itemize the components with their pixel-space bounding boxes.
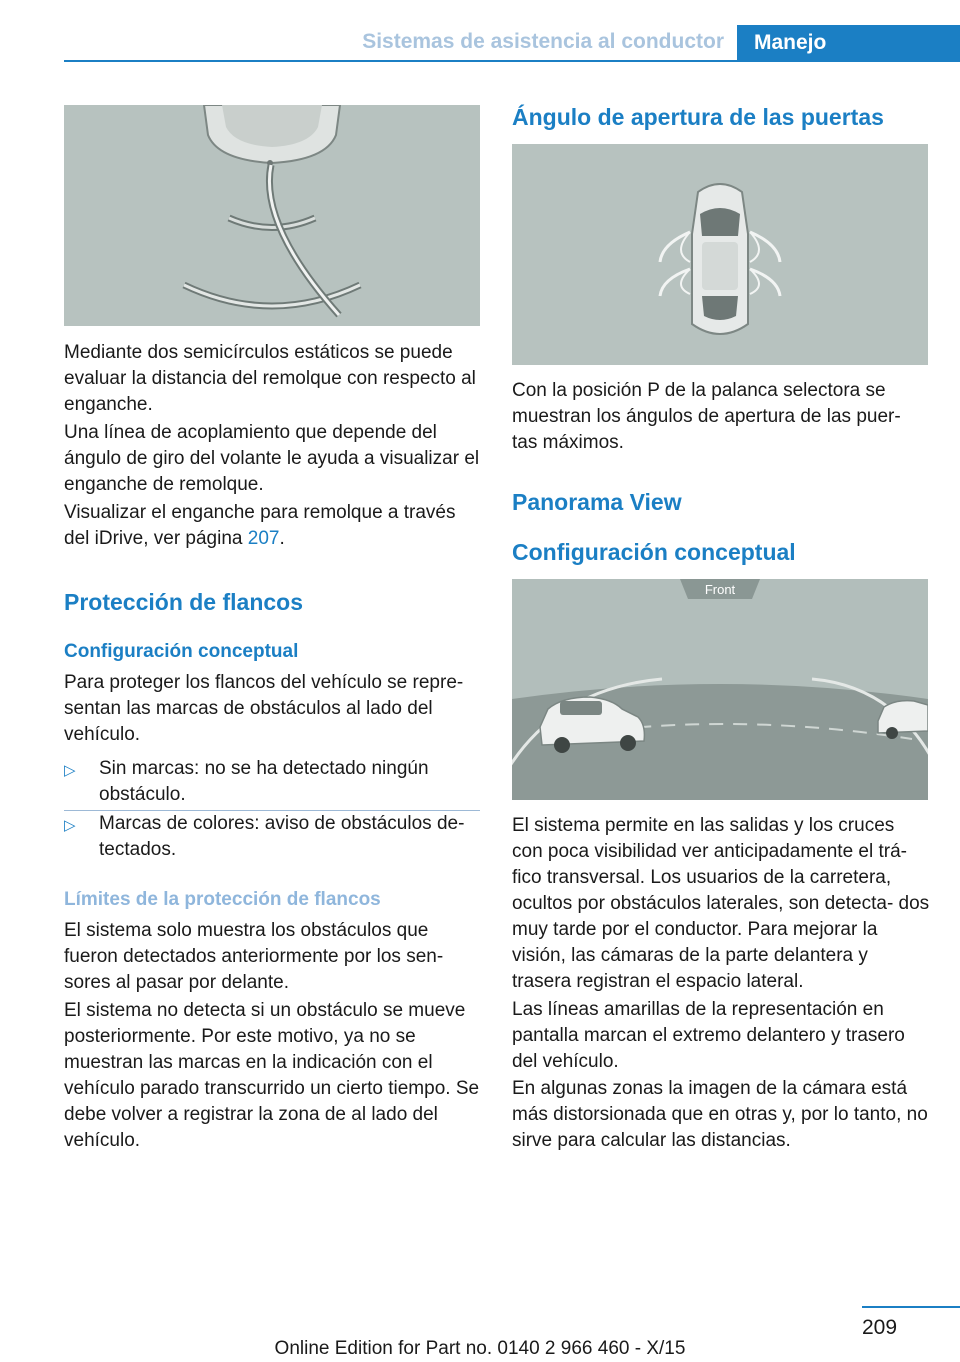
idrive-reference-text: Visualizar el enganche para remolque a través del iDrive, ver página (64, 502, 456, 549)
paragraph-coupling-line: Una línea de acoplamiento que depende del ángulo de giro del volante le ayuda a visualizar el enganche de remolque. (64, 422, 480, 495)
heading-panorama-view: Panorama View (512, 489, 682, 515)
door-opening-angle-illustration (512, 144, 928, 365)
paragraph-distortion: En algunas zonas la imagen de la cámara está más distorsionada que en otras y, por lo tanto, no sirve para calcular las distancias. (512, 1078, 928, 1151)
edition-footer: Online Edition for Part no. 0140 2 966 460 - X/15 (274, 1338, 686, 1359)
list-item-text: Marcas de colores: aviso de obstáculos de‐ tectados. (99, 813, 465, 860)
list-item-text: Sin marcas: no se ha detectado ningún obstáculo. (99, 758, 429, 805)
front-camera-label: Front (704, 582, 736, 597)
page-207-link[interactable]: 207 (247, 528, 280, 549)
page-number: 209 (862, 1316, 898, 1339)
panorama-view-camera-illustration (512, 579, 928, 800)
running-header-chapter-tab: Manejo (737, 25, 960, 62)
paragraph-panorama-purpose: El sistema permite en las salidas y los cruces con poca visibilidad ver anticipadamente el trá‐ fico transversal. Los usuarios de la carretera, ocultos por obstáculos laterales, son detecta‐ dos muy tarde por el conductor. Para mejorar la visión, las cámaras de la parte delantera y trasera registran el espacio lateral. (512, 815, 930, 992)
heading-side-protection-limits: Límites de la protección de flancos (64, 889, 381, 910)
paragraph-idrive-reference (64, 500, 482, 552)
idrive-reference-end: . (279, 528, 285, 549)
list-item (64, 811, 482, 867)
heading-concept-right: Configuración conceptual (512, 539, 796, 565)
page-number-rule (862, 1306, 960, 1308)
paragraph-limits-detection: El sistema solo muestra los obstáculos que fueron detectados anteriormente por los sen‐ sores al pasar por delante. (64, 920, 444, 993)
bullet-triangle-icon: ▷ (64, 817, 76, 834)
paragraph-semicircles: Mediante dos semicírculos estáticos se puede evaluar la distancia del remolque con respecto al enganche. (64, 342, 476, 415)
running-header-section: Sistemas de asistencia al conductor (362, 30, 724, 53)
list-item (64, 756, 482, 812)
heading-side-protection: Protección de flancos (64, 589, 304, 615)
paragraph-yellow-lines: Las líneas amarillas de la representación en pantalla marcan el extremo delantero y trasero del vehículo. (512, 999, 905, 1072)
header-rule (64, 60, 960, 62)
heading-door-opening-angle: Ángulo de apertura de las puertas (512, 104, 884, 130)
paragraph-door-angles: Con la posición P de la palanca selectora se muestran los ángulos de apertura de las puer‐ tas máximos. (512, 380, 901, 453)
paragraph-side-protection-intro: Para proteger los flancos del vehículo se repre‐ sentan las marcas de obstáculos al lado del vehículo. (64, 672, 464, 745)
trailer-hitch-camera-illustration (64, 105, 480, 326)
heading-concept-left: Configuración conceptual (64, 641, 299, 662)
bullet-triangle-icon: ▷ (64, 762, 76, 779)
paragraph-limits-movement: El sistema no detecta si un obstáculo se mueve posteriormente. Por este motivo, ya no se muestran las marcas en la indicación con el vehículo parado transcurrido un cierto tiempo. Se debe volver a registrar la zona de al lado del vehículo. (64, 1000, 480, 1151)
